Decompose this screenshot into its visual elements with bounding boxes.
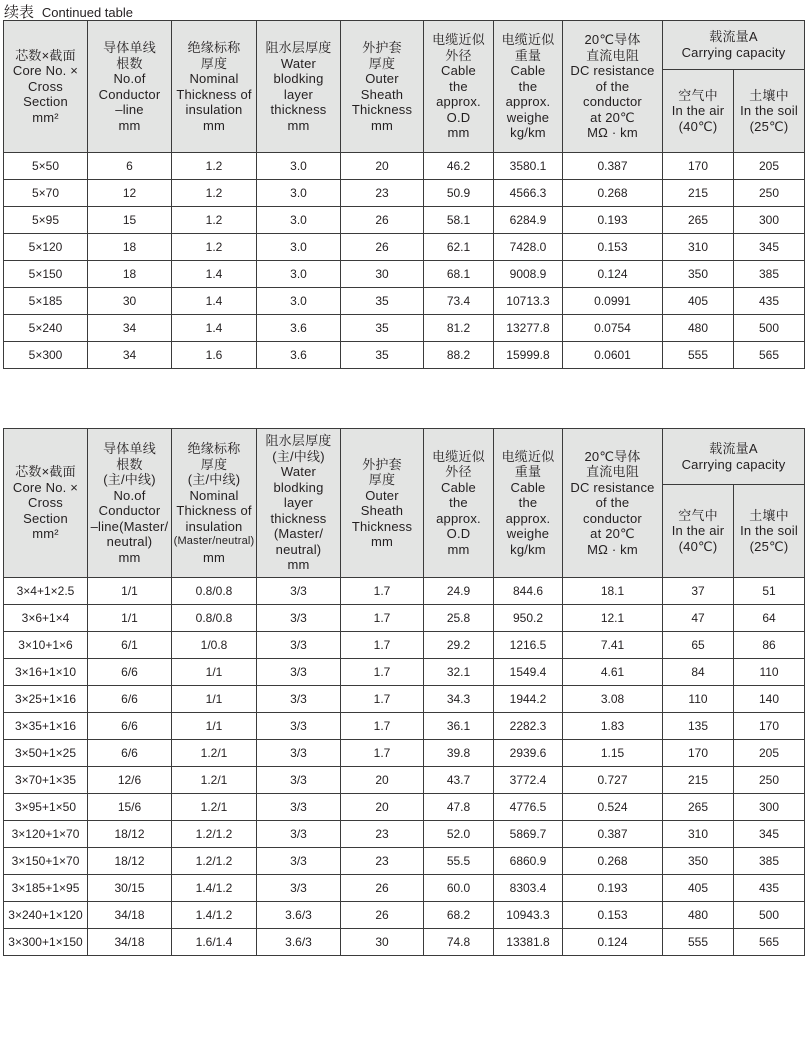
table-cell: 0.124 <box>563 261 663 288</box>
table-cell: 5869.7 <box>494 821 563 848</box>
table-cell: 6/6 <box>88 659 172 686</box>
table-cell: 18 <box>88 234 172 261</box>
table-row <box>4 605 805 632</box>
table-cell: 435 <box>734 288 805 315</box>
header-dc-resistance: 20℃导体 直流电阻 DC resistance of the conductor at 20℃ MΩ · km <box>563 429 663 578</box>
table-cell: 3/3 <box>257 875 341 902</box>
table-cell: 5×95 <box>4 207 88 234</box>
table-cell: 6/6 <box>88 740 172 767</box>
table-cell: 1/1 <box>88 578 172 605</box>
table-cell: 3.08 <box>563 686 663 713</box>
table-cell: 3×4+1×2.5 <box>4 578 88 605</box>
table-cell: 3×16+1×10 <box>4 659 88 686</box>
table-cell: 65 <box>663 632 734 659</box>
table-cell: 34/18 <box>88 902 172 929</box>
table-cell: 1/1 <box>172 659 257 686</box>
table-cell: 3.6 <box>257 315 341 342</box>
table-cell: 3.0 <box>257 234 341 261</box>
table-cell: 20 <box>341 794 424 821</box>
table-cell: 18/12 <box>88 821 172 848</box>
header-in-soil: 土壤中 In the soil (25℃) <box>734 485 805 578</box>
table-cell: 52.0 <box>424 821 494 848</box>
table-row <box>4 686 805 713</box>
header-conductor-line: 导体单线 根数 (主/中线) No.of Conductor –line(Master/ neutral) mm <box>88 429 172 578</box>
table-cell: 3/3 <box>257 794 341 821</box>
table-cell: 35 <box>341 315 424 342</box>
table-cell: 300 <box>734 207 805 234</box>
table-cell: 0.0754 <box>563 315 663 342</box>
table-cell: 0.124 <box>563 929 663 956</box>
table-cell: 1.7 <box>341 686 424 713</box>
table-cell: 3/3 <box>257 767 341 794</box>
table-cell: 5×120 <box>4 234 88 261</box>
table-cell: 0.0991 <box>563 288 663 315</box>
table-cell: 34 <box>88 315 172 342</box>
header-in-air: 空气中 In the air (40℃) <box>663 485 734 578</box>
table-cell: 26 <box>341 902 424 929</box>
table-cell: 37 <box>663 578 734 605</box>
header-in-air: 空气中 In the air (40℃) <box>663 70 734 153</box>
table-cell: 345 <box>734 821 805 848</box>
table-cell: 3/3 <box>257 578 341 605</box>
table-cell: 58.1 <box>424 207 494 234</box>
table-cell: 3772.4 <box>494 767 563 794</box>
table-cell: 265 <box>663 207 734 234</box>
header-carrying-capacity: 载流量A Carrying capacity <box>663 21 805 70</box>
table-cell: 3×25+1×16 <box>4 686 88 713</box>
table-cell: 35 <box>341 342 424 369</box>
table-cell: 310 <box>663 234 734 261</box>
table-cell: 1.7 <box>341 713 424 740</box>
table-cell: 7428.0 <box>494 234 563 261</box>
table-cell: 0.8/0.8 <box>172 578 257 605</box>
table-cell: 1.4 <box>172 261 257 288</box>
table-cell: 34.3 <box>424 686 494 713</box>
table-cell: 170 <box>663 740 734 767</box>
table-cell: 385 <box>734 848 805 875</box>
table-cell: 435 <box>734 875 805 902</box>
table-cell: 29.2 <box>424 632 494 659</box>
header-weight: 电缆近似 重量 Cable the approx. weighe kg/km <box>494 429 563 578</box>
table-row <box>4 929 805 956</box>
table-cell: 385 <box>734 261 805 288</box>
table-cell: 88.2 <box>424 342 494 369</box>
table-cell: 18 <box>88 261 172 288</box>
table-cell: 15999.8 <box>494 342 563 369</box>
header-insulation-thickness: 绝缘标称 厚度 (主/中线) Nominal Thickness of insulation (Master/neutral) mm <box>172 429 257 578</box>
table-cell: 6/6 <box>88 713 172 740</box>
table-row <box>4 315 805 342</box>
header-core-section: 芯数×截面 Core No. × Cross Section mm² <box>4 429 88 578</box>
table-cell: 55.5 <box>424 848 494 875</box>
table-cell: 23 <box>341 848 424 875</box>
table-cell: 43.7 <box>424 767 494 794</box>
table-cell: 3.0 <box>257 288 341 315</box>
table-cell: 350 <box>663 261 734 288</box>
table-cell: 0.153 <box>563 234 663 261</box>
table-cell: 205 <box>734 740 805 767</box>
table-cell: 13277.8 <box>494 315 563 342</box>
table-cell: 3.6 <box>257 342 341 369</box>
table-cell: 1.4/1.2 <box>172 875 257 902</box>
header-weight: 电缆近似 重量 Cable the approx. weighe kg/km <box>494 21 563 153</box>
table-cell: 12.1 <box>563 605 663 632</box>
table-cell: 3/3 <box>257 821 341 848</box>
table-cell: 5×300 <box>4 342 88 369</box>
table-cell: 34/18 <box>88 929 172 956</box>
table-cell: 15 <box>88 207 172 234</box>
table-cell: 3×6+1×4 <box>4 605 88 632</box>
table-row <box>4 794 805 821</box>
table-cell: 3580.1 <box>494 153 563 180</box>
table-cell: 3.6/3 <box>257 902 341 929</box>
table-cell: 23 <box>341 180 424 207</box>
table-cell: 32.1 <box>424 659 494 686</box>
table-cell: 5×70 <box>4 180 88 207</box>
header-outer-diameter: 电缆近似 外径 Cable the approx. O.D mm <box>424 21 494 153</box>
header-dc-resistance: 20℃导体 直流电阻 DC resistance of the conductor at 20℃ MΩ · km <box>563 21 663 153</box>
table-cell: 110 <box>734 659 805 686</box>
table-cell: 555 <box>663 342 734 369</box>
table-cell: 84 <box>663 659 734 686</box>
table-cell: 500 <box>734 315 805 342</box>
table-cell: 0.524 <box>563 794 663 821</box>
table-row <box>4 288 805 315</box>
table-cell: 480 <box>663 315 734 342</box>
table-cell: 110 <box>663 686 734 713</box>
page-title-en: Continued table <box>41 5 133 20</box>
table-cell: 25.8 <box>424 605 494 632</box>
table-cell: 480 <box>663 902 734 929</box>
header-core-section: 芯数×截面 Core No. × Cross Section mm² <box>4 21 88 153</box>
table-cell: 1.7 <box>341 605 424 632</box>
table-cell: 64 <box>734 605 805 632</box>
table-row <box>4 578 805 605</box>
table-row <box>4 875 805 902</box>
table-cell: 1.15 <box>563 740 663 767</box>
table-cell: 3×240+1×120 <box>4 902 88 929</box>
table-cell: 39.8 <box>424 740 494 767</box>
table-cell: 26 <box>341 234 424 261</box>
table-cell: 62.1 <box>424 234 494 261</box>
table-cell: 0.8/0.8 <box>172 605 257 632</box>
header-outer-sheath: 外护套 厚度 Outer Sheath Thickness mm <box>341 21 424 153</box>
table-cell: 5×185 <box>4 288 88 315</box>
table-cell: 5×240 <box>4 315 88 342</box>
table-cell: 10713.3 <box>494 288 563 315</box>
table-cell: 47 <box>663 605 734 632</box>
table-cell: 1.4 <box>172 315 257 342</box>
header-outer-sheath: 外护套 厚度 Outer Sheath Thickness mm <box>341 429 424 578</box>
table-cell: 1944.2 <box>494 686 563 713</box>
table-cell: 26 <box>341 875 424 902</box>
table-cell: 565 <box>734 342 805 369</box>
table-cell: 3/3 <box>257 848 341 875</box>
header-in-soil: 土壤中 In the soil (25℃) <box>734 70 805 153</box>
table-cell: 265 <box>663 794 734 821</box>
table-cell: 1.2/1 <box>172 740 257 767</box>
table-cell: 18/12 <box>88 848 172 875</box>
table-cell: 6/1 <box>88 632 172 659</box>
table-cell: 50.9 <box>424 180 494 207</box>
table-cell: 12 <box>88 180 172 207</box>
table-cell: 47.8 <box>424 794 494 821</box>
table-cell: 250 <box>734 180 805 207</box>
table-cell: 6 <box>88 153 172 180</box>
table-cell: 345 <box>734 234 805 261</box>
table-cell: 170 <box>734 713 805 740</box>
page-title-cn: 续表 <box>4 3 35 21</box>
table-cell: 950.2 <box>494 605 563 632</box>
table-cell: 135 <box>663 713 734 740</box>
table-cell: 565 <box>734 929 805 956</box>
table-cell: 81.2 <box>424 315 494 342</box>
table-cell: 1549.4 <box>494 659 563 686</box>
table-cell: 1/1 <box>172 713 257 740</box>
table-row <box>4 207 805 234</box>
table-cell: 8303.4 <box>494 875 563 902</box>
table-cell: 1.6/1.4 <box>172 929 257 956</box>
table-cell: 3.0 <box>257 180 341 207</box>
table-cell: 3/3 <box>257 740 341 767</box>
header-outer-diameter: 电缆近似 外径 Cable the approx. O.D mm <box>424 429 494 578</box>
table-cell: 51 <box>734 578 805 605</box>
table-cell: 5×50 <box>4 153 88 180</box>
table-cell: 30/15 <box>88 875 172 902</box>
table-cell: 1.83 <box>563 713 663 740</box>
table-cell: 30 <box>341 261 424 288</box>
header-conductor-line: 导体单线 根数 No.of Conductor –line mm <box>88 21 172 153</box>
table-cell: 3×300+1×150 <box>4 929 88 956</box>
table-cell: 1/1 <box>88 605 172 632</box>
table-cell: 0.268 <box>563 848 663 875</box>
table-cell: 3/3 <box>257 686 341 713</box>
table-cell: 26 <box>341 207 424 234</box>
table-cell: 20 <box>341 153 424 180</box>
table-cell: 0.727 <box>563 767 663 794</box>
table-cell: 0.0601 <box>563 342 663 369</box>
table-cell: 7.41 <box>563 632 663 659</box>
table-cell: 86 <box>734 632 805 659</box>
table-cell: 12/6 <box>88 767 172 794</box>
table-cell: 170 <box>663 153 734 180</box>
table-cell: 1/0.8 <box>172 632 257 659</box>
table-cell: 6284.9 <box>494 207 563 234</box>
table-cell: 3.0 <box>257 153 341 180</box>
table-row <box>4 153 805 180</box>
table-cell: 1.4 <box>172 288 257 315</box>
table-cell: 5×150 <box>4 261 88 288</box>
table-cell: 46.2 <box>424 153 494 180</box>
table-cell: 300 <box>734 794 805 821</box>
table-row <box>4 342 805 369</box>
table-cell: 74.8 <box>424 929 494 956</box>
table-cell: 35 <box>341 288 424 315</box>
table-row <box>4 659 805 686</box>
table-cell: 1.4/1.2 <box>172 902 257 929</box>
header-carrying-capacity: 载流量A Carrying capacity <box>663 429 805 485</box>
cable-spec-table-3plus1-core <box>3 428 805 956</box>
table-cell: 0.153 <box>563 902 663 929</box>
table-cell: 310 <box>663 821 734 848</box>
table-cell: 215 <box>663 180 734 207</box>
table-cell: 30 <box>341 929 424 956</box>
table-cell: 15/6 <box>88 794 172 821</box>
table-row <box>4 632 805 659</box>
table-cell: 6/6 <box>88 686 172 713</box>
table-cell: 500 <box>734 902 805 929</box>
table-cell: 23 <box>341 821 424 848</box>
table-cell: 24.9 <box>424 578 494 605</box>
table-cell: 3×10+1×6 <box>4 632 88 659</box>
table-row <box>4 767 805 794</box>
header-water-blocking: 阻水层厚度 (主/中线) Water blodking layer thickness (Master/ neutral) mm <box>257 429 341 578</box>
table-row <box>4 902 805 929</box>
table-cell: 0.268 <box>563 180 663 207</box>
table-cell: 73.4 <box>424 288 494 315</box>
table-cell: 34 <box>88 342 172 369</box>
table-cell: 3.0 <box>257 207 341 234</box>
table-cell: 1.2/1.2 <box>172 848 257 875</box>
table-cell: 1.7 <box>341 740 424 767</box>
table-cell: 0.387 <box>563 153 663 180</box>
table-row <box>4 713 805 740</box>
table-cell: 60.0 <box>424 875 494 902</box>
table-cell: 20 <box>341 767 424 794</box>
table-cell: 405 <box>663 288 734 315</box>
table-cell: 140 <box>734 686 805 713</box>
page-title <box>4 2 133 22</box>
table-cell: 205 <box>734 153 805 180</box>
table-cell: 3/3 <box>257 713 341 740</box>
table-cell: 215 <box>663 767 734 794</box>
table-cell: 4566.3 <box>494 180 563 207</box>
table-row <box>4 821 805 848</box>
table-cell: 2939.6 <box>494 740 563 767</box>
table-cell: 1.2/1 <box>172 767 257 794</box>
table-cell: 250 <box>734 767 805 794</box>
table2-body <box>4 578 805 956</box>
table-cell: 68.2 <box>424 902 494 929</box>
table-cell: 3/3 <box>257 659 341 686</box>
table-cell: 30 <box>88 288 172 315</box>
table-cell: 1.2 <box>172 180 257 207</box>
table-cell: 13381.8 <box>494 929 563 956</box>
table-cell: 3×185+1×95 <box>4 875 88 902</box>
table-cell: 3×70+1×35 <box>4 767 88 794</box>
table-cell: 405 <box>663 875 734 902</box>
table-cell: 3×35+1×16 <box>4 713 88 740</box>
table-cell: 1.2 <box>172 207 257 234</box>
table-cell: 0.193 <box>563 207 663 234</box>
cable-spec-table-5-core <box>3 20 805 369</box>
table-cell: 1.2/1.2 <box>172 821 257 848</box>
table-cell: 1.2/1 <box>172 794 257 821</box>
table-cell: 3/3 <box>257 632 341 659</box>
table-cell: 0.193 <box>563 875 663 902</box>
table-row <box>4 740 805 767</box>
table-cell: 68.1 <box>424 261 494 288</box>
table-cell: 3.0 <box>257 261 341 288</box>
table-cell: 3×50+1×25 <box>4 740 88 767</box>
table-cell: 6860.9 <box>494 848 563 875</box>
table-cell: 1/1 <box>172 686 257 713</box>
table-cell: 1216.5 <box>494 632 563 659</box>
table-cell: 1.2 <box>172 153 257 180</box>
table-cell: 1.2 <box>172 234 257 261</box>
table-cell: 1.7 <box>341 578 424 605</box>
header-water-blocking: 阻水层厚度 Water blodking layer thickness mm <box>257 21 341 153</box>
table-cell: 4.61 <box>563 659 663 686</box>
table-cell: 555 <box>663 929 734 956</box>
table-row <box>4 180 805 207</box>
table-cell: 10943.3 <box>494 902 563 929</box>
table-row <box>4 234 805 261</box>
table-cell: 350 <box>663 848 734 875</box>
table-cell: 0.387 <box>563 821 663 848</box>
table-cell: 844.6 <box>494 578 563 605</box>
table-row <box>4 261 805 288</box>
table-cell: 1.7 <box>341 659 424 686</box>
table-cell: 36.1 <box>424 713 494 740</box>
table-cell: 2282.3 <box>494 713 563 740</box>
table-cell: 3×150+1×70 <box>4 848 88 875</box>
table-row <box>4 848 805 875</box>
table-cell: 1.7 <box>341 632 424 659</box>
table-cell: 3/3 <box>257 605 341 632</box>
table-cell: 18.1 <box>563 578 663 605</box>
table-cell: 4776.5 <box>494 794 563 821</box>
header-insulation-thickness: 绝缘标称 厚度 Nominal Thickness of insulation mm <box>172 21 257 153</box>
table-cell: 3.6/3 <box>257 929 341 956</box>
table-cell: 3×120+1×70 <box>4 821 88 848</box>
table-cell: 9008.9 <box>494 261 563 288</box>
table-cell: 1.6 <box>172 342 257 369</box>
table1-body <box>4 153 805 369</box>
table-cell: 3×95+1×50 <box>4 794 88 821</box>
